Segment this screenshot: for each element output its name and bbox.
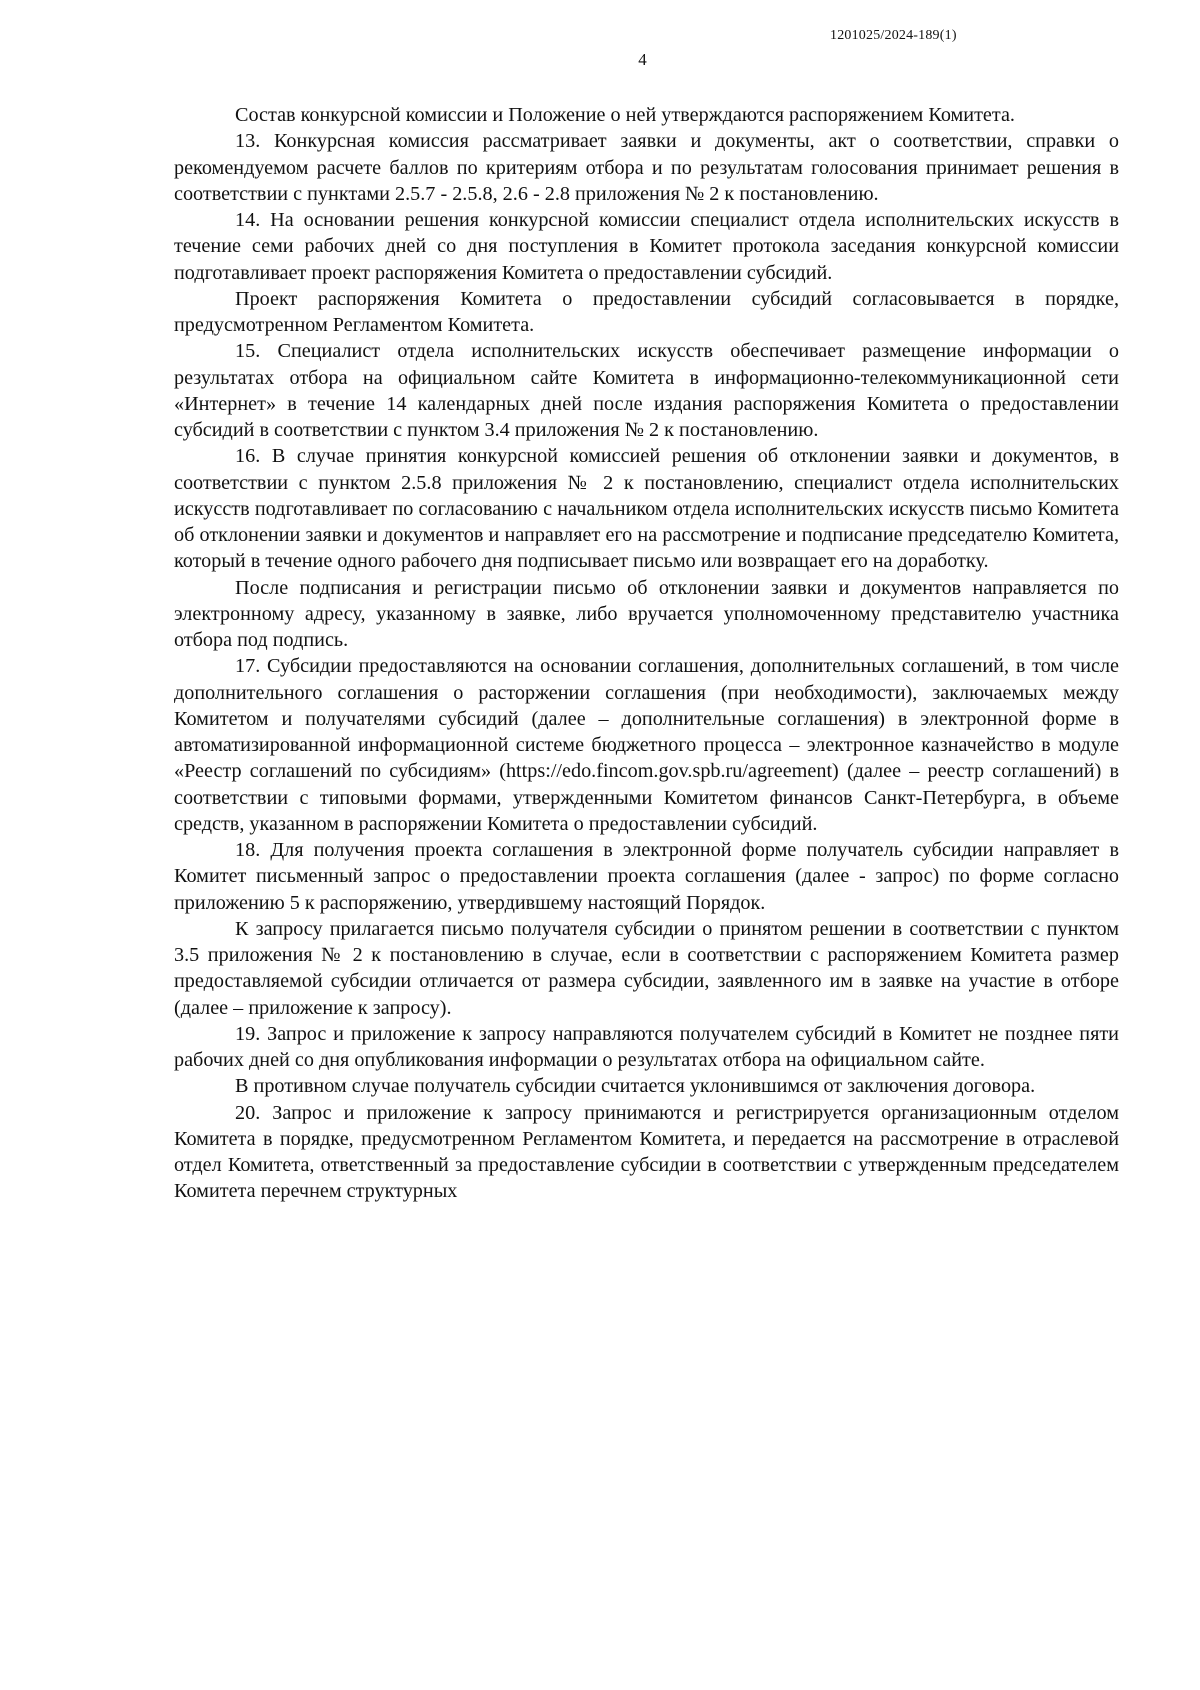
paragraph-13: 13. Конкурсная комиссия рассматривает заявки и документы, акт о соответствии, справки о рекомендуемом расчете баллов по критериям отбора и по результатам голосования принимает решения в соответствии с пунктами 2.5.7 - 2.5.8, 2.6 - 2.8 приложения № 2 к постановлению. <box>174 130 1119 205</box>
paragraph-16-rejection-letter: После подписания и регистрации письмо об отклонении заявки и документов направляется по электронному адресу, указанному в заявке, либо вручается уполномоченному представителю участника отбора под подпись. <box>174 576 1119 651</box>
document-body <box>174 102 1119 1205</box>
paragraph-commission-composition: Состав конкурсной комиссии и Положение о ней утверждаются распоряжением Комитета. <box>235 104 1015 126</box>
paragraph-19-evasion: В противном случае получатель субсидии считается уклонившимся от заключения договора. <box>235 1075 1036 1098</box>
paragraph-17: 17. Субсидии предоставляются на основании соглашения, дополнительных соглашений, в том числе дополнительного соглашения о расторжении соглашения (при необходимости), заключаемых между Комитетом и получателями субсидий (далее – дополнительные соглашения) в электронной форме в автоматизированной информационной системе бюджетного процесса – электронное казначейство в модуле «Реестр соглашений по субсидиям» (https://edo.fincom.gov.spb.ru/agreement) (далее – реестр соглашений) в соответствии с типовыми формами, утвержденными Комитетом финансов Санкт-Петербурга, в объеме средств, указанном в распоряжении Комитета о предоставлении субсидий. <box>174 655 1119 835</box>
paragraph-16: 16. В случае принятия конкурсной комиссией решения об отклонении заявки и документов, в соответствии с пунктом 2.5.8 приложения № 2 к постановлению, специалист отдела исполнительских искусств подготавливает по согласованию с начальником отдела исполнительских искусств письмо Комитета об отклонении заявки и документов и направляет его на рассмотрение и подписание председателю Комитета, который в течение одного рабочего дня подписывает письмо или возвращает его на доработку. <box>174 445 1119 573</box>
document-registration-number: 1201025/2024-189(1) <box>830 28 957 43</box>
page-number: 4 <box>638 50 647 69</box>
paragraph-15: 15. Специалист отдела исполнительских искусств обеспечивает размещение информации о результатах отбора на официальном сайте Комитета в информационно-телекоммуникационной сети «Интернет» в течение 14 календарных дней после издания распоряжения Комитета о предоставлении субсидий в соответствии с пунктом 3.4 приложения № 2 к постановлению. <box>174 340 1119 441</box>
paragraph-18: 18. Для получения проекта соглашения в электронной форме получатель субсидии направляет в Комитет письменный запрос о предоставлении проекта соглашения (далее - запрос) по форме согласно приложению 5 к распоряжению, утвердившему настоящий Порядок. <box>174 839 1119 914</box>
paragraph-20: 20. Запрос и приложение к запросу принимаются и регистрируется организационным отделом Комитета в порядке, предусмотренном Регламентом Комитета, и передается на рассмотрение в отраслевой отдел Комитета, ответственный за предоставление субсидии в соответствии с утвержденным председателем Комитета перечнем структурных <box>174 1101 1119 1203</box>
paragraph-14: 14. На основании решения конкурсной комиссии специалист отдела исполнительских искусств в течение семи рабочих дней со дня поступления в Комитет протокола заседания конкурсной комиссии подготавливает проект распоряжения Комитета о предоставлении субсидий. <box>174 209 1119 284</box>
paragraph-18-attachment: К запросу прилагается письмо получателя субсидии о принятом решении в соответствии с пунктом 3.5 приложения № 2 к постановлению в случае, если в соответствии с распоряжением Комитета размер предоставляемой субсидии отличается от размера субсидии, заявленного им в заявке на участие в отборе (далее – приложение к запросу). <box>174 917 1119 1019</box>
paragraph-14-draft-approval: Проект распоряжения Комитета о предоставлении субсидий согласовывается в порядке, предусмотренном Регламентом Комитета. <box>174 287 1119 336</box>
paragraph-19: 19. Запрос и приложение к запросу направляются получателем субсидий в Комитет не позднее пяти рабочих дней со дня опубликования информации о результатах отбора на официальном сайте. <box>174 1022 1119 1071</box>
